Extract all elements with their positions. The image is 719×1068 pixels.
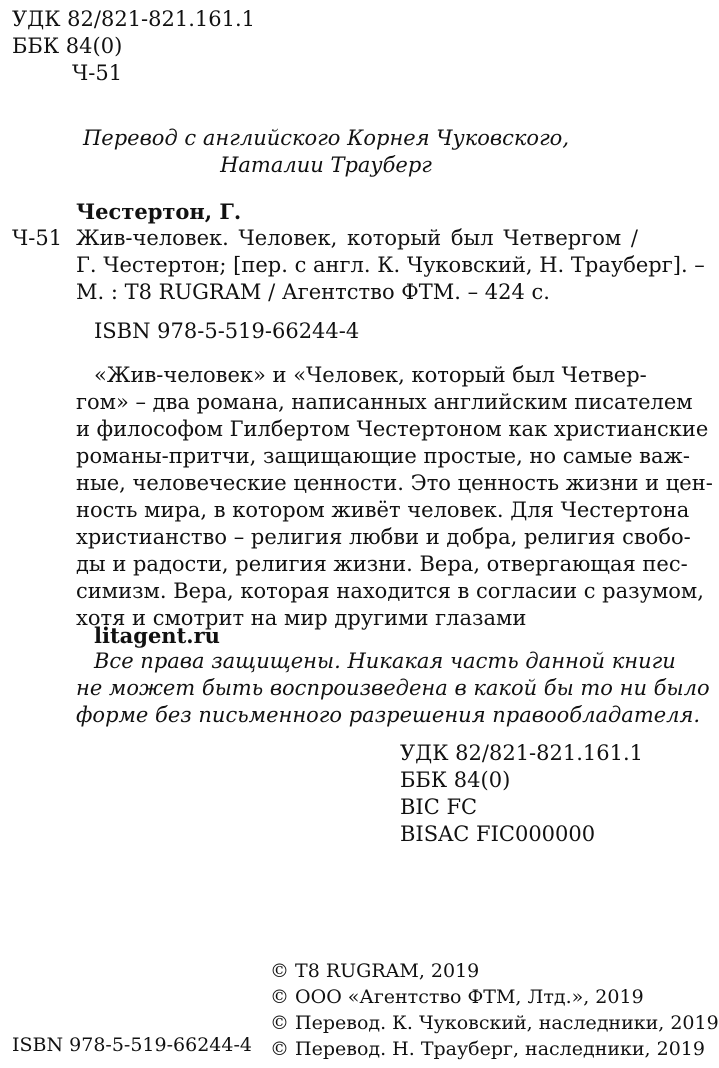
copyright-line: © Перевод. К. Чуковский, наследники, 2019: [270, 1012, 719, 1034]
copyright-line: © Перевод. Н. Трауберг, наследники, 2019: [270, 1038, 705, 1060]
annotation-line: и философом Гилбертом Честертоном как христианские: [76, 417, 709, 441]
biblio-line: М. : Т8 RUGRAM / Агентство ФТМ. – 424 с.: [76, 280, 550, 304]
rights-line: Все права защищены. Никакая часть данной книги: [94, 649, 676, 673]
translator-line-2: Наталии Трауберг: [220, 153, 432, 177]
rights-line: не может быть воспроизведена в какой бы то ни было: [76, 676, 710, 700]
udk-code-right: УДК 82/821-821.161.1: [400, 741, 644, 765]
annotation-line: романы-притчи, защищающие простые, но самые важ-: [76, 444, 690, 468]
author-heading: Честертон, Г.: [76, 199, 242, 224]
isbn-bottom: ISBN 978-5-519-66244-4: [12, 1034, 252, 1056]
copyright-line: © ООО «Агентство ФТМ, Лтд.», 2019: [270, 986, 644, 1008]
annotation: [76, 362, 713, 632]
annotation-line: ность мира, в котором живёт человек. Для Честертона: [76, 498, 690, 522]
annotation-line: ные, человеческие ценности. Это ценность жизни и цен-: [76, 471, 713, 495]
site-link[interactable]: litagent.ru: [94, 623, 220, 648]
annotation-line: гом» – два романа, написанных английским писателем: [76, 390, 693, 414]
classification-codes-right: [400, 740, 643, 848]
annotation-line: ды и радости, религия жизни. Вера, отвергающая пес-: [76, 552, 688, 576]
bic-code: BIC FC: [400, 795, 478, 819]
udk-code: УДК 82/821-821.161.1: [12, 7, 256, 31]
bbk-code: ББК 84(0): [12, 34, 123, 58]
top-classification-codes: [12, 6, 255, 87]
bbk-code-right: ББК 84(0): [400, 768, 511, 792]
author-mark: Ч-51: [72, 61, 123, 85]
annotation-line: «Жив-человек» и «Человек, который был Четвер-: [94, 363, 647, 387]
annotation-line: симизм. Вера, которая находится в согласии с разумом,: [76, 579, 704, 603]
copyright-notices: [270, 958, 719, 1062]
annotation-line: хотя и смотрит на мир другими глазами: [76, 606, 527, 630]
isbn-main: ISBN 978-5-519-66244-4: [94, 319, 360, 343]
rights-notice: [76, 648, 710, 729]
copyright-line: © Т8 RUGRAM, 2019: [270, 960, 480, 982]
bibliographic-description: [76, 225, 705, 306]
annotation-line: христианство – религия любви и добра, религия свобо-: [76, 525, 691, 549]
bisac-code: BISAC FIC000000: [400, 822, 596, 846]
author-mark-left: Ч-51: [12, 226, 63, 250]
biblio-line: Жив-человек. Человек, который был Четвергом /: [76, 226, 638, 250]
translator-line-1: Перевод с английского Корнея Чуковского,: [82, 126, 570, 150]
translator-credit: [0, 125, 652, 179]
rights-line: форме без письменного разрешения правообладателя.: [76, 703, 701, 727]
biblio-line: Г. Честертон; [пер. с англ. К. Чуковский, Н. Трауберг]. –: [76, 253, 705, 277]
